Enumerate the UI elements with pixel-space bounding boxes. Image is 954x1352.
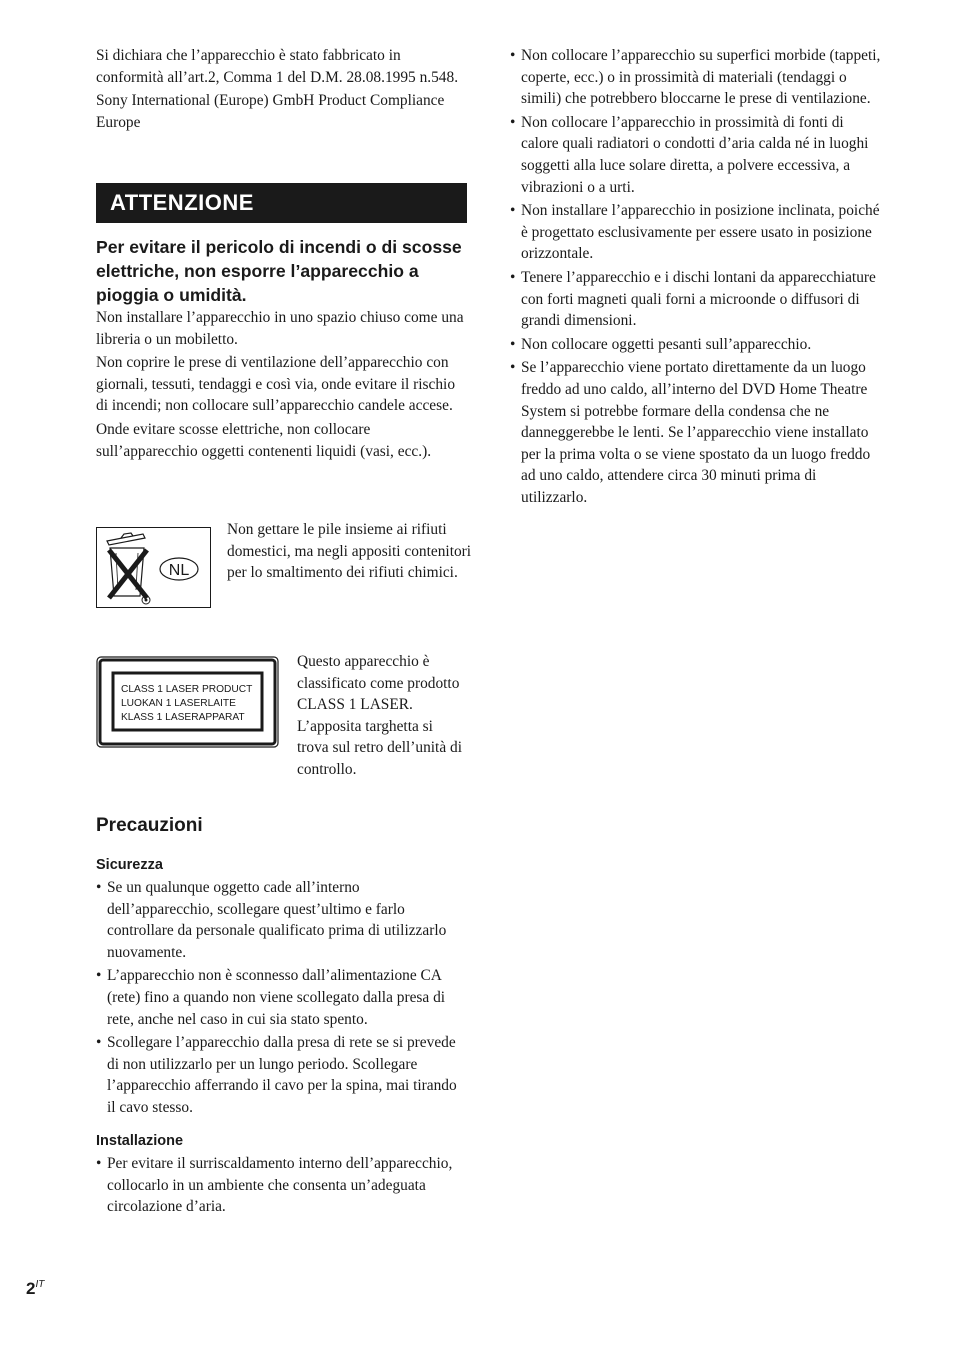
list-item: • Non collocare oggetti pesanti sull’apparecchio. [510, 334, 882, 356]
installazione-section [96, 1131, 468, 1220]
battery-disposal-symbol [96, 527, 211, 608]
list-item: • Non installare l’apparecchio in posizione inclinata, poiché è progettato esclusivamente per essere usato in posizione orizzontale. [510, 200, 882, 265]
page-number [26, 1279, 44, 1299]
precauzioni-heading: Precauzioni [96, 815, 203, 836]
list-item: • Scollegare l’apparecchio dalla presa di rete se si prevede di non utilizzarlo per un lungo periodo. Scollegare l’apparecchio afferrando il cavo per la spina, mai tirando il cavo stesso. [96, 1032, 468, 1118]
list-item: • L’apparecchio non è sconnesso dall’alimentazione CA (rete) fino a quando non viene scollegato dalla presa di rete, anche nel caso in cui sia stato spento. [96, 965, 468, 1030]
list-item: • Se l’apparecchio viene portato direttamente da un luogo freddo ad uno caldo, all’interno del DVD Home Theatre System si potrebbe formare della condensa che ne danneggerebbe le lenti. Se l’apparecchio viene installato per la prima volta o se viene spostato da un luogo freddo ad uno caldo, attendere circa 30 minuti prima di utilizzarlo. [510, 357, 882, 508]
warning-paragraph: Onde evitare scosse elettriche, non collocare sull’apparecchio oggetti contenenti liquidi (vasi, ecc.). [96, 420, 432, 460]
laser-label-line: LUOKAN 1 LASERLAITE [121, 698, 236, 709]
laser-label-line: KLASS 1 LASERAPPARAT [121, 712, 245, 723]
nl-label: NL [168, 562, 190, 579]
sicurezza-section [96, 855, 468, 1121]
sicurezza-list [96, 877, 468, 1119]
attenzione-banner: ATTENZIONE [96, 183, 467, 223]
laser-class-label [96, 656, 279, 748]
list-item: • Non collocare l’apparecchio in prossimità di fonti di calore quali radiatori o condotti d’aria calda né in luoghi soggetti alla luce solare diretta, a polvere eccessiva, a vibrazioni o a urti. [510, 112, 882, 198]
warning-heading: Per evitare il pericolo di incendi o di scosse elettriche, non esporre l’apparecchio a pioggia o umidità. [96, 237, 462, 305]
list-item: • Tenere l’apparecchio e i dischi lontani da apparecchiature con forti magneti quali forni a microonde o diffusori di grandi dimensioni. [510, 267, 882, 332]
installazione-list-continued [510, 45, 882, 508]
page-number-value: 2 [26, 1279, 36, 1298]
warning-paragraph: Non installare l’apparecchio in uno spazio chiuso come una libreria o un mobiletto. [96, 309, 464, 348]
sicurezza-heading: Sicurezza [96, 857, 163, 873]
compliance-text: Sony International (Europe) GmbH Product Compliance Europe [96, 92, 445, 131]
battery-disposal-text [227, 519, 472, 584]
declaration-text: Si dichiara che l’apparecchio è stato fabbricato in conformità all’art.2, Comma 1 del D.M. 28.08.1995 n.548. [96, 47, 459, 86]
laser-text: Questo apparecchio è classificato come prodotto CLASS 1 LASER. L’apposita targhetta si trova sul retro dell’unità di controllo. [297, 653, 462, 778]
installazione-continued [510, 45, 882, 510]
warning-paragraph: Non coprire le prese di ventilazione dell’apparecchio con giornali, tessuti, tendaggi e così via, onde evitare il rischio di incendi; non collocare sull’apparecchio candele accese. [96, 354, 456, 415]
crossed-bin-icon [97, 528, 210, 607]
intro-section [96, 45, 468, 135]
battery-text: Non gettare le pile insieme ai rifiuti domestici, ma negli appositi contenitori per lo smaltimento dei rifiuti chimici. [227, 521, 472, 582]
installazione-heading: Installazione [96, 1133, 184, 1149]
list-item: • Se un qualunque oggetto cade all’interno dell’apparecchio, scollegare quest’ultimo e farlo controllare da personale qualificato prima di utilizzarlo nuovamente. [96, 877, 468, 963]
laser-label-graphic [96, 656, 279, 748]
laser-class-text [297, 651, 462, 781]
warning-body [96, 307, 468, 464]
installazione-list [96, 1153, 468, 1218]
list-item: • Non collocare l’apparecchio su superfici morbide (tappeti, coperte, ecc.) o in prossimità di materiali (tendaggi o simili) che potrebbero bloccarne le prese di ventilazione. [510, 45, 882, 110]
laser-label-line: CLASS 1 LASER PRODUCT [121, 684, 253, 695]
page-language: IT [35, 1279, 45, 1290]
list-item: • Per evitare il surriscaldamento interno dell’apparecchio, collocarlo in un ambiente che consenta un’adeguata circolazione d’aria. [96, 1153, 468, 1218]
